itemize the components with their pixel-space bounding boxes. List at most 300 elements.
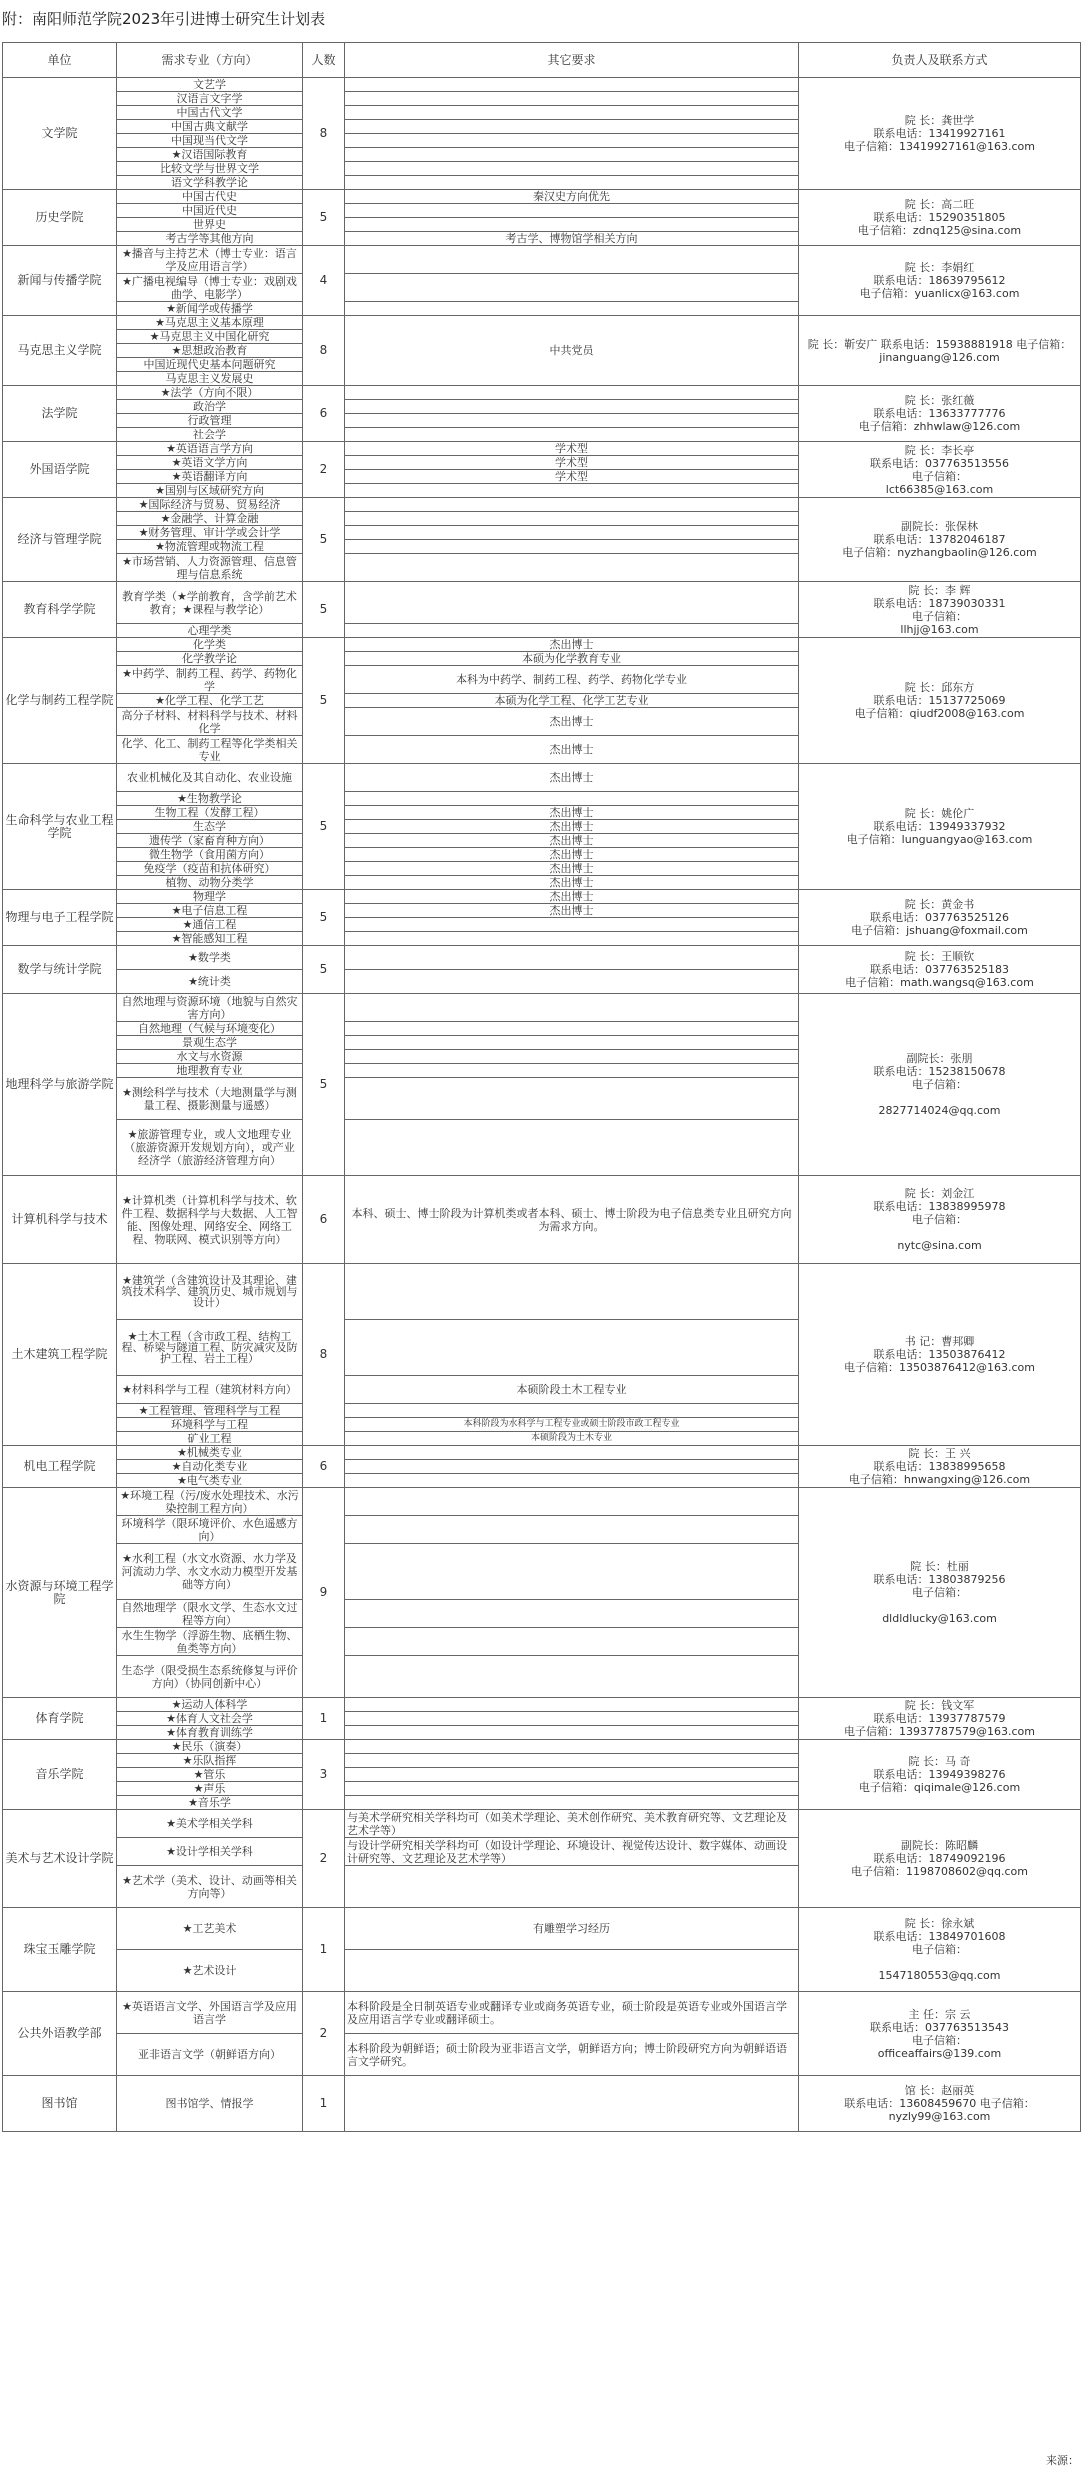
count-cell: 5 <box>303 498 345 582</box>
unit-name: 公共外语教学部 <box>3 1992 117 2076</box>
contact-line: 联系电话：13782046187 <box>873 533 1006 546</box>
spec-cell: ★测绘科学与技术（大地测量学与测量工程、摄影测量与遥感） <box>117 1078 303 1120</box>
req-cell <box>345 2076 799 2132</box>
spec-cell: 中国古代史 <box>117 190 303 204</box>
table-row <box>3 442 1081 456</box>
spec-cell: ★运动人体科学 <box>117 1698 303 1712</box>
contact-line: 联系电话：037763513556 <box>870 456 1009 470</box>
contact-line: 联系电话：13937787579 <box>873 1712 1006 1725</box>
req-cell: 考古学、博物馆学相关方向 <box>345 232 799 246</box>
header-unit: 单位 <box>3 43 117 78</box>
contact-cell <box>799 946 1081 994</box>
req-cell: 杰出博士 <box>345 848 799 862</box>
contact-line: officeaffairs@139.com <box>877 2046 1002 2060</box>
req-cell: 杰出博士 <box>345 862 799 876</box>
contact-line: 院 长：钱文军 <box>904 1699 975 1712</box>
contact-cell <box>799 316 1081 386</box>
spec-cell: ★智能感知工程 <box>117 932 303 946</box>
unit-name: 珠宝玉雕学院 <box>3 1908 117 1992</box>
spec-cell: 生物工程（发酵工程） <box>117 806 303 820</box>
req-cell <box>345 932 799 946</box>
spec-cell: ★管乐 <box>117 1768 303 1782</box>
contact-cell <box>799 1810 1081 1908</box>
req-cell <box>345 1036 799 1050</box>
count-cell: 5 <box>303 764 345 890</box>
contact-cell <box>799 1992 1081 2076</box>
contact-line: 电子信箱：qiudf2008@163.com <box>854 707 1025 720</box>
contact-line: 院 长：张红薇 <box>904 394 975 407</box>
contact-cell <box>799 994 1081 1176</box>
req-cell: 杰出博士 <box>345 904 799 918</box>
table-row <box>3 498 1081 512</box>
header-contact: 负责人及联系方式 <box>799 43 1081 78</box>
spec-cell: 亚非语言文学（朝鲜语方向） <box>117 2034 303 2076</box>
req-cell: 有雕塑学习经历 <box>345 1908 799 1950</box>
table-body <box>3 78 1081 2132</box>
req-cell <box>345 148 799 162</box>
header-spec: 需求专业（方向） <box>117 43 303 78</box>
contact-line: 院 长：杜丽 <box>910 1560 969 1573</box>
spec-cell: ★艺术设计 <box>117 1950 303 1992</box>
spec-cell: 自然地理（气候与环境变化） <box>117 1022 303 1036</box>
contact-line: 院 长：李 辉 <box>908 583 971 597</box>
req-cell: 本硕阶段为土木专业 <box>345 1432 799 1446</box>
spec-cell: 环境科学（限环境评价、水色遥感方向） <box>117 1516 303 1544</box>
spec-cell: 高分子材料、材料科学与技术、材料化学 <box>117 708 303 736</box>
spec-cell: 环境科学与工程 <box>117 1418 303 1432</box>
contact-line: 联系电话：13949337932 <box>873 820 1006 833</box>
spec-cell: 马克思主义发展史 <box>117 372 303 386</box>
contact-line: 联系电话：18739030331 <box>873 596 1006 610</box>
spec-cell: 心理学类 <box>117 624 303 638</box>
req-cell <box>345 540 799 554</box>
spec-cell: ★法学（方向不限） <box>117 386 303 400</box>
req-cell <box>345 1726 799 1740</box>
req-cell <box>345 176 799 190</box>
count-cell: 1 <box>303 1908 345 1992</box>
spec-cell: 地理教育专业 <box>117 1064 303 1078</box>
req-cell <box>345 428 799 442</box>
spec-cell: 免疫学（疫苗和抗体研究） <box>117 862 303 876</box>
spec-cell: ★体育教育训练学 <box>117 1726 303 1740</box>
contact-line: 联系电话：13419927161 <box>873 127 1006 140</box>
req-cell <box>345 994 799 1022</box>
count-cell: 3 <box>303 1740 345 1810</box>
contact-line: 院 长：刘金江 <box>904 1187 975 1200</box>
req-cell: 杰出博士 <box>345 708 799 736</box>
spec-cell: ★环境工程（污/废水处理技术、水污染控制工程方向） <box>117 1488 303 1516</box>
contact-line: 1547180553@qq.com <box>878 1969 1001 1982</box>
spec-cell: 化学教学论 <box>117 652 303 666</box>
spec-cell: 化学类 <box>117 638 303 652</box>
spec-cell: 汉语言文字学 <box>117 92 303 106</box>
req-cell: 本科、硕士、博士阶段为计算机类或者本科、硕士、博士阶段为电子信息类专业且研究方向为需求方向。 <box>345 1176 799 1264</box>
contact-cell <box>799 764 1081 890</box>
spec-cell: ★电子信息工程 <box>117 904 303 918</box>
spec-cell: ★通信工程 <box>117 918 303 932</box>
contact-line: 副院长：陈昭麟 <box>901 1839 978 1852</box>
contact-line: 电子信箱： <box>912 1078 967 1091</box>
table-row <box>3 78 1081 92</box>
contact-cell <box>799 1264 1081 1446</box>
req-cell: 杰出博士 <box>345 764 799 792</box>
contact-cell <box>799 498 1081 582</box>
contact-line: 联系电话：037763525183 <box>870 963 1009 976</box>
req-cell: 杰出博士 <box>345 820 799 834</box>
contact-line <box>801 1226 1078 1239</box>
page-title: 附：南阳师范学院2023年引进博士研究生计划表 <box>2 10 326 28</box>
count-cell: 2 <box>303 1810 345 1908</box>
contact-line: 副院长：张保林 <box>901 520 978 533</box>
contact-line: 电子信箱：qiqimale@126.com <box>858 1781 1021 1794</box>
contact-line: 联系电话：15290351805 <box>873 211 1006 224</box>
req-cell <box>345 134 799 148</box>
contact-cell <box>799 386 1081 442</box>
req-cell <box>345 120 799 134</box>
table-row <box>3 1992 1081 2034</box>
req-cell <box>345 946 799 970</box>
table-row <box>3 994 1081 1022</box>
contact-line <box>801 1956 1078 1969</box>
contact-cell <box>799 78 1081 190</box>
spec-cell: ★播音与主持艺术（博士专业：语言学及应用语言学） <box>117 246 303 274</box>
req-cell <box>345 414 799 428</box>
spec-cell: ★计算机类（计算机科学与技术、软件工程、数据科学与大数据、人工智能、图像处理、网络安全、网络工程、物联网、模式识别等方向） <box>117 1176 303 1264</box>
req-cell: 杰出博士 <box>345 876 799 890</box>
req-cell <box>345 246 799 274</box>
spec-cell: ★生物教学论 <box>117 792 303 806</box>
req-cell <box>345 1600 799 1628</box>
spec-cell: ★体育人文社会学 <box>117 1712 303 1726</box>
unit-name: 文学院 <box>3 78 117 190</box>
contact-line: 馆 长：赵丽英 <box>904 2084 975 2097</box>
req-cell <box>345 204 799 218</box>
table-row <box>3 638 1081 652</box>
spec-cell: ★数学类 <box>117 946 303 970</box>
contact-cell <box>799 190 1081 246</box>
contact-line: 院 长：高二旺 <box>904 198 975 211</box>
contact-cell <box>799 1908 1081 1992</box>
spec-cell: 考古学等其他方向 <box>117 232 303 246</box>
table-row <box>3 890 1081 904</box>
spec-cell: 图书馆学、情报学 <box>117 2076 303 2132</box>
contact-line: 联系电话：15137725069 <box>873 694 1006 707</box>
contact-line: 院 长：马 奇 <box>908 1755 971 1768</box>
contact-line: 联系电话：15238150678 <box>873 1065 1006 1078</box>
req-cell <box>345 92 799 106</box>
spec-cell: 化学、化工、制药工程等化学类相关专业 <box>117 736 303 764</box>
req-cell <box>345 1796 799 1810</box>
contact-line <box>801 1091 1078 1104</box>
contact-line: 电子信箱：math.wangsq@163.com <box>845 976 1034 989</box>
req-cell <box>345 582 799 624</box>
req-cell <box>345 526 799 540</box>
spec-cell: 世界史 <box>117 218 303 232</box>
contact-cell <box>799 246 1081 316</box>
contact-line: 电子信箱：yuanlicx@163.com <box>859 287 1020 300</box>
req-cell <box>345 1488 799 1516</box>
contact-cell <box>799 1740 1081 1810</box>
req-cell: 杰出博士 <box>345 638 799 652</box>
count-cell: 6 <box>303 386 345 442</box>
contact-line: nytc@sina.com <box>897 1239 982 1252</box>
contact-line: 电子信箱： <box>912 469 967 483</box>
spec-cell: ★马克思主义基本原理 <box>117 316 303 330</box>
table-row <box>3 1446 1081 1460</box>
spec-cell: ★英语文学方向 <box>117 456 303 470</box>
spec-cell: 教育学类（★学前教育，含学前艺术教育；★课程与教学论） <box>117 582 303 624</box>
spec-cell: 政治学 <box>117 400 303 414</box>
spec-cell: 矿业工程 <box>117 1432 303 1446</box>
spec-cell: ★工程管理、管理科学与工程 <box>117 1404 303 1418</box>
contact-line: 电子信箱：hnwangxing@126.com <box>848 1473 1031 1486</box>
contact-line: 电子信箱：13937787579@163.com <box>844 1725 1035 1738</box>
contact-line: 副院长：张朋 <box>906 1052 973 1065</box>
spec-cell: ★美术学相关学科 <box>117 1810 303 1838</box>
unit-name: 水资源与环境工程学院 <box>3 1488 117 1698</box>
contact-line: 联系电话：037763513543 <box>870 2020 1009 2034</box>
contact-line: 书 记：曹邦卿 <box>904 1335 975 1348</box>
spec-cell: 中国现当代文学 <box>117 134 303 148</box>
req-cell: 本科阶段为朝鲜语；硕士阶段为亚非语言文学，朝鲜语方向；博士阶段研究方向为朝鲜语语言文学研究。 <box>345 2034 799 2076</box>
spec-cell: ★马克思主义中国化研究 <box>117 330 303 344</box>
contact-line: 联系电话：13608459670 电子信箱： <box>844 2097 1035 2110</box>
req-cell: 杰出博士 <box>345 890 799 904</box>
req-cell <box>345 1740 799 1754</box>
req-cell <box>345 1446 799 1460</box>
contact-line: 联系电话：18749092196 <box>873 1852 1006 1865</box>
table-row <box>3 1264 1081 1320</box>
req-cell: 与设计学研究相关学科均可（如设计学理论、环境设计、视觉传达设计、数字媒体、动画设计研究等、文艺理论及艺术学等） <box>345 1838 799 1866</box>
count-cell: 5 <box>303 638 345 764</box>
spec-cell: 比较文学与世界文学 <box>117 162 303 176</box>
contact-line: 电子信箱：lunguangyao@163.com <box>846 833 1033 846</box>
spec-cell: ★音乐学 <box>117 1796 303 1810</box>
count-cell: 8 <box>303 316 345 386</box>
count-cell: 1 <box>303 2076 345 2132</box>
spec-cell: ★材料科学与工程（建筑材料方向） <box>117 1376 303 1404</box>
contact-line: 联系电话：18639795612 <box>873 274 1006 287</box>
contact-line: 院 长：王顺钦 <box>904 950 975 963</box>
spec-cell: 水生生物学（浮游生物、底栖生物、鱼类等方向） <box>117 1628 303 1656</box>
spec-cell: 中国近代史 <box>117 204 303 218</box>
contact-cell <box>799 1488 1081 1698</box>
req-cell <box>345 1022 799 1036</box>
contact-line: 院 长：徐永斌 <box>904 1917 975 1930</box>
req-cell: 本科阶段是全日制英语专业或翻译专业或商务英语专业，硕士阶段是英语专业或外国语言学及应用语言学专业或翻译硕士。 <box>345 1992 799 2034</box>
req-cell <box>345 1516 799 1544</box>
spec-cell: 水文与水资源 <box>117 1050 303 1064</box>
contact-line: 电子信箱：zhhwlaw@126.com <box>858 420 1021 433</box>
contact-line: 联系电话：13949398276 <box>873 1768 1006 1781</box>
contact-line: 电子信箱： <box>912 2033 967 2047</box>
count-cell: 8 <box>303 1264 345 1446</box>
count-cell: 4 <box>303 246 345 316</box>
spec-cell: ★汉语国际教育 <box>117 148 303 162</box>
table-row <box>3 1488 1081 1516</box>
unit-name: 外国语学院 <box>3 442 117 498</box>
spec-cell: ★自动化类专业 <box>117 1460 303 1474</box>
req-cell <box>345 1460 799 1474</box>
req-cell <box>345 1628 799 1656</box>
plan-table <box>2 42 1081 2132</box>
spec-cell: ★化学工程、化学工艺 <box>117 694 303 708</box>
spec-cell: ★统计类 <box>117 970 303 994</box>
table-row <box>3 386 1081 400</box>
spec-cell: ★思想政治教育 <box>117 344 303 358</box>
req-cell: 学术型 <box>345 442 799 456</box>
req-cell: 本硕为化学教育专业 <box>345 652 799 666</box>
count-cell: 8 <box>303 78 345 190</box>
spec-cell: ★国际经济与贸易、贸易经济 <box>117 498 303 512</box>
req-cell: 本硕阶段土木工程专业 <box>345 1376 799 1404</box>
spec-cell: 植物、动物分类学 <box>117 876 303 890</box>
contact-line: 联系电话：037763525126 <box>870 911 1009 924</box>
table-row <box>3 1740 1081 1754</box>
contact-cell <box>799 638 1081 764</box>
contact-line: 院 长：李娟红 <box>904 261 975 274</box>
spec-cell: ★财务管理、审计学或会计学 <box>117 526 303 540</box>
spec-cell: 生态学（限受损生态系统修复与评价方向）（协同创新中心） <box>117 1656 303 1698</box>
spec-cell: ★设计学相关学科 <box>117 1838 303 1866</box>
req-cell: 学术型 <box>345 456 799 470</box>
contact-line: 院 长：龚世学 <box>904 114 975 127</box>
spec-cell: 遗传学（家畜育种方向） <box>117 834 303 848</box>
unit-name: 美术与艺术设计学院 <box>3 1810 117 1908</box>
contact-line: 联系电话：13803879256 <box>873 1573 1006 1586</box>
req-cell: 杰出博士 <box>345 736 799 764</box>
req-cell <box>345 792 799 806</box>
spec-cell: ★英语翻译方向 <box>117 470 303 484</box>
unit-name: 土木建筑工程学院 <box>3 1264 117 1446</box>
source-label: 来源： <box>1046 2454 1079 2467</box>
spec-cell: 自然地理学（限水文学、生态水文过程等方向） <box>117 1600 303 1628</box>
contact-line: 院 长：姚伦广 <box>904 807 975 820</box>
req-cell <box>345 1078 799 1120</box>
contact-line: 联系电话：13838995658 <box>873 1460 1006 1473</box>
spec-cell: 语文学科教学论 <box>117 176 303 190</box>
req-cell <box>345 274 799 302</box>
unit-name: 法学院 <box>3 386 117 442</box>
contact-line: 院 长：靳安广 联系电话：15938881918 电子信箱： <box>807 337 1072 351</box>
req-cell <box>345 1656 799 1698</box>
spec-cell: ★英语语言文学、外国语言学及应用语言学 <box>117 1992 303 2034</box>
count-cell: 6 <box>303 1176 345 1264</box>
count-cell: 5 <box>303 994 345 1176</box>
unit-name: 图书馆 <box>3 2076 117 2132</box>
unit-name: 化学与制药工程学院 <box>3 638 117 764</box>
req-cell <box>345 386 799 400</box>
table-row <box>3 764 1081 792</box>
contact-line: 联系电话：13633777776 <box>873 407 1006 420</box>
req-cell <box>345 1866 799 1908</box>
req-cell <box>345 624 799 638</box>
count-cell: 2 <box>303 442 345 498</box>
req-cell <box>345 1474 799 1488</box>
spec-cell: ★英语语言学方向 <box>117 442 303 456</box>
spec-cell: ★金融学、计算金融 <box>117 512 303 526</box>
req-cell: 本科阶段为水科学与工程专业或硕士阶段市政工程专业 <box>345 1418 799 1432</box>
contact-line: 电子信箱： <box>912 1213 967 1226</box>
req-cell <box>345 302 799 316</box>
contact-cell <box>799 890 1081 946</box>
contact-line: 联系电话：13849701608 <box>873 1930 1006 1943</box>
req-cell <box>345 918 799 932</box>
contact-cell <box>799 1176 1081 1264</box>
req-cell: 学术型 <box>345 470 799 484</box>
spec-cell: ★艺术学（美术、设计、动画等相关方向等） <box>117 1866 303 1908</box>
contact-line: 院 长：邱东方 <box>904 681 975 694</box>
req-cell <box>345 1754 799 1768</box>
contact-line: 院 长：王 兴 <box>908 1447 971 1460</box>
unit-name: 音乐学院 <box>3 1740 117 1810</box>
req-cell: 本硕为化学工程、化学工艺专业 <box>345 694 799 708</box>
unit-name: 物理与电子工程学院 <box>3 890 117 946</box>
contact-line: 电子信箱：jshuang@foxmail.com <box>851 924 1028 937</box>
unit-name: 地理科学与旅游学院 <box>3 994 117 1176</box>
spec-cell: 中国古典文献学 <box>117 120 303 134</box>
req-cell <box>345 1264 799 1320</box>
contact-line: nyzly99@163.com <box>888 2110 991 2123</box>
spec-cell: ★机械类专业 <box>117 1446 303 1460</box>
req-cell <box>345 1320 799 1376</box>
header-count: 人数 <box>303 43 345 78</box>
spec-cell: 中国古代文学 <box>117 106 303 120</box>
spec-cell: ★工艺美术 <box>117 1908 303 1950</box>
spec-cell: 行政管理 <box>117 414 303 428</box>
table-row <box>3 946 1081 970</box>
unit-name: 计算机科学与技术 <box>3 1176 117 1264</box>
spec-cell: 生态学 <box>117 820 303 834</box>
table-row <box>3 246 1081 274</box>
unit-name: 经济与管理学院 <box>3 498 117 582</box>
count-cell: 5 <box>303 946 345 994</box>
contact-line: 电子信箱： <box>912 1586 967 1599</box>
count-cell: 6 <box>303 1446 345 1488</box>
req-cell <box>345 1544 799 1600</box>
table-row <box>3 1698 1081 1712</box>
table-row <box>3 190 1081 204</box>
req-cell <box>345 1768 799 1782</box>
spec-cell: 景观生态学 <box>117 1036 303 1050</box>
spec-cell: 微生物学（食用菌方向） <box>117 848 303 862</box>
contact-line: 主 任：宗 云 <box>908 2007 971 2021</box>
contact-cell <box>799 442 1081 498</box>
contact-line: 电子信箱： <box>912 609 967 623</box>
contact-line: 电子信箱：13503876412@163.com <box>844 1361 1035 1374</box>
req-cell <box>345 218 799 232</box>
unit-name: 新闻与传播学院 <box>3 246 117 316</box>
req-cell <box>345 1782 799 1796</box>
contact-line <box>801 1599 1078 1612</box>
unit-name: 教育科学学院 <box>3 582 117 638</box>
spec-cell: ★乐队指挥 <box>117 1754 303 1768</box>
table-row <box>3 1810 1081 1838</box>
req-cell <box>345 1698 799 1712</box>
contact-line: 2827714024@qq.com <box>878 1104 1001 1117</box>
contact-line: 院 长：黄金书 <box>904 898 975 911</box>
table-row <box>3 2076 1081 2132</box>
spec-cell: ★新闻学或传播学 <box>117 302 303 316</box>
spec-cell: ★电气类专业 <box>117 1474 303 1488</box>
contact-line: dldldlucky@163.com <box>882 1612 997 1625</box>
req-cell <box>345 1050 799 1064</box>
header-req: 其它要求 <box>345 43 799 78</box>
spec-cell: ★声乐 <box>117 1782 303 1796</box>
contact-line: 电子信箱：nyzhangbaolin@126.com <box>842 546 1037 559</box>
req-cell <box>345 554 799 582</box>
contact-line: llhjj@163.com <box>900 622 979 636</box>
